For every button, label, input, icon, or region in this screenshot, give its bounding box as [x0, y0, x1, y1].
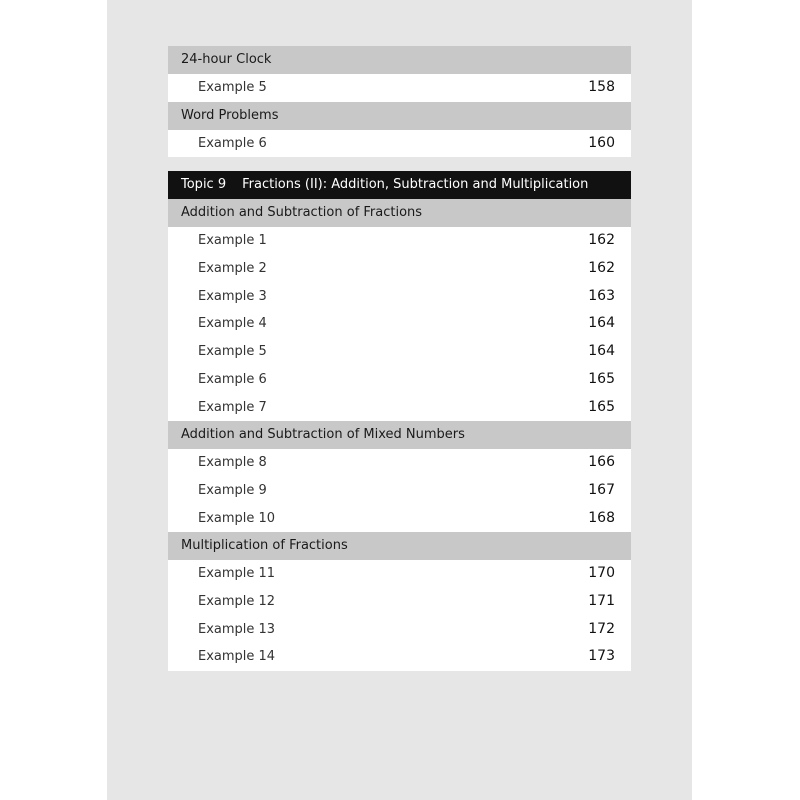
- section-24-hour-clock: [168, 46, 631, 102]
- entry-page: 173: [588, 648, 615, 665]
- toc-entry[interactable]: [168, 560, 631, 588]
- entry-label: Example 6: [198, 371, 267, 387]
- entry-page: 163: [588, 287, 615, 304]
- toc-entry[interactable]: [168, 477, 631, 505]
- section-word-problems: [168, 102, 631, 158]
- topic-header: [168, 171, 631, 199]
- entry-page: 164: [588, 315, 615, 332]
- toc-entry[interactable]: [168, 616, 631, 644]
- entry-label: Example 2: [198, 261, 267, 277]
- entry-page: 168: [588, 509, 615, 526]
- entry-label: Example 11: [198, 566, 276, 582]
- entry-page: 164: [588, 343, 615, 360]
- entry-page: 158: [588, 79, 615, 95]
- toc-entry[interactable]: [168, 366, 631, 394]
- toc-entry[interactable]: [168, 227, 631, 255]
- entry-page: 165: [588, 370, 615, 387]
- section-heading: Word Problems: [168, 102, 631, 130]
- section-fractions: [168, 199, 631, 421]
- section-heading: Multiplication of Fractions: [168, 532, 631, 560]
- entry-label: Example 13: [198, 621, 276, 637]
- entry-page: 165: [588, 398, 615, 415]
- toc-entry[interactable]: [168, 130, 631, 158]
- entry-label: Example 12: [198, 593, 276, 609]
- spacer: [168, 157, 631, 171]
- entry-page: 166: [588, 454, 615, 471]
- entry-label: Example 8: [198, 455, 267, 471]
- entry-page: 170: [588, 565, 615, 582]
- entry-page: 162: [588, 260, 615, 277]
- entry-label: Example 1: [198, 233, 267, 249]
- section-heading: Addition and Subtraction of Mixed Numbers: [168, 421, 631, 449]
- toc-entry[interactable]: [168, 310, 631, 338]
- toc-entry[interactable]: [168, 338, 631, 366]
- toc-entry[interactable]: [168, 74, 631, 102]
- entry-label: Example 6: [198, 135, 267, 151]
- entry-page: 171: [588, 592, 615, 609]
- entry-label: Example 10: [198, 510, 276, 526]
- toc-entry[interactable]: [168, 283, 631, 311]
- table-of-contents: [168, 46, 631, 671]
- entry-label: Example 5: [198, 80, 267, 95]
- toc-entry[interactable]: [168, 588, 631, 616]
- entry-page: 167: [588, 481, 615, 498]
- section-mixed-numbers: [168, 421, 631, 532]
- toc-entry[interactable]: [168, 255, 631, 283]
- section-heading: 24-hour Clock: [168, 46, 631, 74]
- toc-entry[interactable]: [168, 394, 631, 422]
- entry-label: Example 3: [198, 288, 267, 304]
- entry-label: Example 14: [198, 649, 276, 665]
- entry-label: Example 4: [198, 316, 267, 332]
- topic-number: Topic 9: [181, 177, 227, 193]
- section-multiplication: [168, 532, 631, 671]
- entry-label: Example 9: [198, 482, 267, 498]
- entry-page: 160: [588, 134, 615, 151]
- entry-page: 162: [588, 232, 615, 249]
- entry-label: Example 5: [198, 344, 267, 360]
- toc-entry[interactable]: [168, 643, 631, 671]
- section-heading: Addition and Subtraction of Fractions: [168, 199, 631, 227]
- toc-entry[interactable]: [168, 505, 631, 533]
- toc-entry[interactable]: [168, 449, 631, 477]
- topic-title: Fractions (II): Addition, Subtraction and Multiplication: [242, 177, 589, 193]
- entry-label: Example 7: [198, 399, 267, 415]
- entry-page: 172: [588, 620, 615, 637]
